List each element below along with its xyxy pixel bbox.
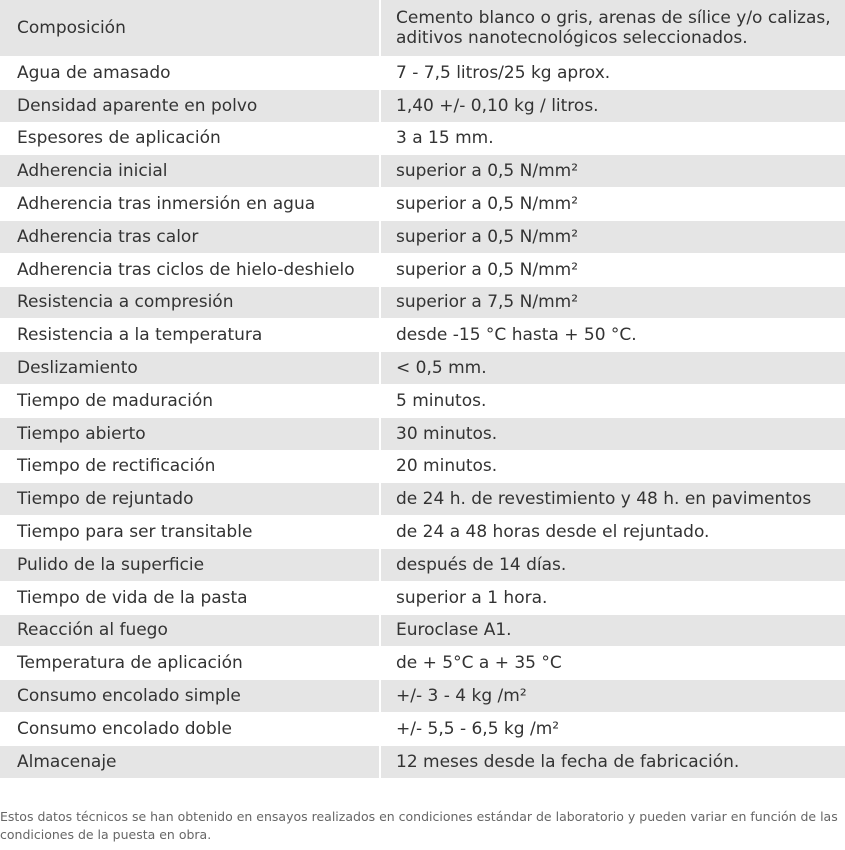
table-row: [0, 647, 845, 680]
row-label: Resistencia a compresión: [0, 287, 381, 319]
row-label: Reacción al fuego: [0, 615, 381, 647]
row-value: Euroclase A1.: [381, 615, 845, 647]
row-label: Consumo encolado simple: [0, 680, 381, 712]
row-value: superior a 1 hora.: [396, 587, 548, 608]
table-row: [0, 155, 845, 188]
row-label: Almacenaje: [0, 746, 381, 778]
table-row: [0, 319, 845, 352]
row-label: Adherencia tras calor: [0, 221, 381, 253]
table-row: [0, 57, 845, 90]
row-value: desde -15 °C hasta + 50 °C.: [396, 325, 637, 346]
table-row: [0, 746, 845, 779]
row-label: Temperatura de aplicación: [0, 647, 381, 679]
table-row: [0, 516, 845, 549]
table-row: [0, 483, 845, 516]
row-label: Resistencia a la temperatura: [0, 319, 381, 351]
table-row: [0, 0, 845, 57]
row-value: superior a 0,5 N/mm²: [381, 155, 845, 187]
table-row: [0, 188, 845, 221]
table-row: [0, 549, 845, 582]
table-row: [0, 451, 845, 484]
row-label: Densidad aparente en polvo: [0, 90, 381, 122]
table-row: [0, 123, 845, 156]
row-value: de + 5°C a + 35 °C: [396, 653, 562, 674]
row-value: de 24 a 48 horas desde el rejuntado.: [396, 522, 710, 543]
row-value: Cemento blanco o gris, arenas de sílice y/o calizas, aditivos nanotecnológicos seleccionados.: [381, 0, 845, 56]
table-row: [0, 418, 845, 451]
row-value: 1,40 +/- 0,10 kg / litros.: [381, 90, 845, 122]
row-label: Tiempo de rectificación: [0, 451, 381, 483]
table-row: [0, 287, 845, 320]
row-label: Espesores de aplicación: [0, 123, 381, 155]
row-value: de 24 h. de revestimiento y 48 h. en pavimentos: [381, 483, 845, 515]
row-label: Composición: [0, 0, 381, 56]
row-label: Tiempo de vida de la pasta: [0, 582, 381, 614]
row-label: Tiempo para ser transitable: [0, 516, 381, 548]
row-value: < 0,5 mm.: [381, 352, 845, 384]
row-label: Adherencia tras ciclos de hielo-deshielo: [0, 254, 381, 286]
table-row: [0, 713, 845, 746]
table-row: [0, 352, 845, 385]
row-value: 5 minutos.: [396, 390, 487, 411]
row-label: Pulido de la superficie: [0, 549, 381, 581]
row-label: Adherencia tras inmersión en agua: [0, 188, 381, 220]
row-value: superior a 7,5 N/mm²: [381, 287, 845, 319]
row-value: +/- 5,5 - 6,5 kg /m²: [396, 718, 560, 739]
row-label: Adherencia inicial: [0, 155, 381, 187]
row-value: +/- 3 - 4 kg /m²: [381, 680, 845, 712]
table-row: [0, 90, 845, 123]
table-row: [0, 582, 845, 615]
row-value: superior a 0,5 N/mm²: [396, 259, 579, 280]
row-label: Tiempo de rejuntado: [0, 483, 381, 515]
row-value: 20 minutos.: [396, 456, 498, 477]
table-row: [0, 254, 845, 287]
row-value: después de 14 días.: [381, 549, 845, 581]
row-value: 7 - 7,5 litros/25 kg aprox.: [396, 62, 611, 83]
row-label: Agua de amasado: [0, 57, 381, 89]
row-value: 30 minutos.: [381, 418, 845, 450]
row-label: Consumo encolado doble: [0, 713, 381, 745]
table-row: [0, 680, 845, 713]
table-row: [0, 221, 845, 254]
footnote: Estos datos técnicos se han obtenido en ensayos realizados en condiciones estándar de laboratorio y pueden variar en función de las condiciones de la puesta en obra.: [0, 809, 838, 842]
table-row: [0, 385, 845, 418]
table-row: [0, 615, 845, 648]
row-label: Tiempo abierto: [0, 418, 381, 450]
row-value: 3 a 15 mm.: [396, 128, 494, 149]
row-label: Deslizamiento: [0, 352, 381, 384]
row-value: superior a 0,5 N/mm²: [381, 221, 845, 253]
row-value: 12 meses desde la fecha de fabricación.: [381, 746, 845, 778]
row-value: superior a 0,5 N/mm²: [396, 194, 579, 215]
row-label: Tiempo de maduración: [0, 385, 381, 417]
